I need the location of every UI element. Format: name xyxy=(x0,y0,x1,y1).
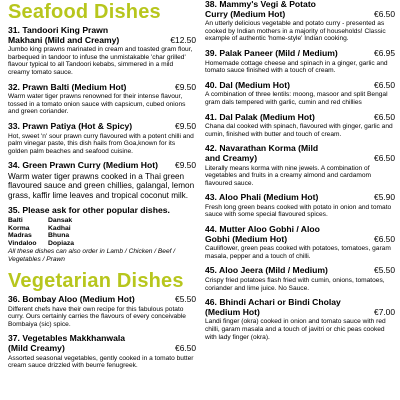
dish-price: €6.50 xyxy=(175,343,196,354)
dish-description: Chana dal cooked with spinach, flavoured with ginger, garlic and cumin, finished with butter and touch of cream. xyxy=(205,123,393,138)
dish-price: €7.00 xyxy=(374,306,395,317)
dish-description: A combination of three lentils: moong, masoor and split Bengal gram dals tempered with garlic, cumin and red chillies xyxy=(205,91,388,106)
menu-item-45 xyxy=(205,266,395,292)
dish-price: €5.50 xyxy=(175,294,196,305)
dish-style: Bhuna xyxy=(48,232,70,240)
dish-price: €5.90 xyxy=(374,192,395,203)
dish-name: 46. Bhindi Achari or Bindi Cholay (Medium Hot) xyxy=(205,297,341,317)
dish-name: 44. Mutter Aloo Gobhi / Aloo Gobhi (Medium Hot) xyxy=(205,224,320,244)
dish-style: Kadhai xyxy=(48,224,71,232)
vegetarian-section-title: Vegetarian Dishes xyxy=(8,270,184,293)
dish-price: €12.50 xyxy=(170,34,196,45)
dish-description: Warm water tiger prawns renowned for their intense flavour, tossed in a tomato onion sauce with capsicum, cubed onions and green coriander. xyxy=(8,93,186,116)
order-note: All these dishes can also order in Lamb / Chicken / Beef / Vegetables / Prawn xyxy=(8,247,176,263)
dish-name: 42. Navarathan Korma (Mild and Creamy) xyxy=(205,143,319,163)
menu-item-31 xyxy=(8,26,196,77)
menu-item-35 xyxy=(8,206,196,263)
other-dishes-list xyxy=(8,217,196,248)
dish-price: €6.50 xyxy=(374,111,395,122)
dish-description: Assorted seasonal vegetables, gently cooked in a tomato butter cream sauce drizzled with beurre fenugreek. xyxy=(8,354,194,370)
menu-item-34 xyxy=(8,161,196,200)
left-column xyxy=(8,0,196,376)
dish-price: €6.50 xyxy=(374,233,395,244)
dish-name: 39. Palak Paneer (Mild / Medium) xyxy=(205,47,338,58)
menu-item-42 xyxy=(205,144,395,187)
dish-name: 34. Green Prawn Curry (Medium Hot) xyxy=(8,160,158,171)
menu-item-40 xyxy=(205,81,395,107)
dish-name: 41. Dal Palak (Medium Hot) xyxy=(205,111,315,122)
dish-description: Crispy fried potatoes flash fried with cumin, onions, tomatoes, coriander and lime juice. No Sauce. xyxy=(205,277,385,292)
menu-item-37 xyxy=(8,334,196,369)
right-column xyxy=(205,0,395,347)
other-dishes-heading: 35. Please ask for other popular dishes. xyxy=(8,205,170,216)
dish-style: Balti xyxy=(8,216,23,224)
dish-description: Cauliflower, green peas cooked with potatoes, tomatoes, garam masala, pepper and a touch of chilli. xyxy=(205,245,391,260)
dish-description: Landi finger (okra) cooked in onion and tomato sauce with red chilli, garam masala and a touch of javitri or chic peas cooked with lady finger (okra). xyxy=(205,318,386,341)
dish-style: Madras xyxy=(8,232,32,240)
dish-description: An utterly delicious vegetable and potato curry - presented as cooked by Indian mothers in a majority of households! Classic example of authentic 'home-style' Indian cooking. xyxy=(205,20,386,43)
dish-price: €6.95 xyxy=(374,47,395,58)
dish-price: €9.50 xyxy=(175,120,196,131)
dish-description: Different chefs have their own recipe for this fabulous potato curry. Ours certainly carries the flavours of every conceivable Bombaiya (sic) spice. xyxy=(8,305,186,328)
dish-price: €9.50 xyxy=(175,81,196,92)
menu-item-43 xyxy=(205,193,395,219)
dish-style: Korma xyxy=(8,224,30,232)
dish-name: 36. Bombay Aloo (Medium Hot) xyxy=(8,294,135,305)
dish-price: €6.50 xyxy=(374,152,395,163)
dish-name: 43. Aloo Phali (Medium Hot) xyxy=(205,192,319,203)
dish-description: Warm water tiger prawns cooked in a Thai green flavoured sauce and green chillies, galangal, lemon grass, kaffir lime leaves and tropical coconut milk. xyxy=(8,171,195,200)
menu-item-33 xyxy=(8,122,196,155)
dish-name: 40. Dal (Medium Hot) xyxy=(205,79,290,90)
menu-item-41 xyxy=(205,113,395,139)
seafood-section-title: Seafood Dishes xyxy=(8,1,161,23)
dish-name: 45. Aloo Jeera (Mild / Medium) xyxy=(205,265,328,276)
dish-description: Literally means korma with nine jewels. A combination of vegetables and fruits in a creamy almond and cardamom flavoured sauce. xyxy=(205,164,372,187)
menu-item-44 xyxy=(205,225,395,260)
dish-name: 37. Vegetables Makkhanwala (Mild Creamy) xyxy=(8,333,126,354)
menu-item-32 xyxy=(8,83,196,116)
dish-name: 32. Prawn Balti (Medium Hot) xyxy=(8,81,127,92)
menu-item-38 xyxy=(205,0,395,43)
dish-price: €6.50 xyxy=(374,79,395,90)
dish-price: €9.50 xyxy=(175,160,196,171)
dish-description: Hot, sweet 'n' sour prawn curry flavoured with a potent chilli and palm vinegar paste, this dish hails from Goa,known for its golden palm beaches and seafood cuisine. xyxy=(8,132,194,155)
dish-name: 38. Mammy's Vegi & Potato Curry (Medium Hot) xyxy=(205,0,316,19)
dish-description: Fresh long green beans cooked with potato in onion and tomato sauce with some special flavoured spices. xyxy=(205,203,392,219)
dish-style: Dansak xyxy=(48,216,73,224)
dish-name: 31. Tandoori King Prawn Makhani (Mild and Creamy) xyxy=(8,25,120,45)
dish-style: Dopiaza xyxy=(48,240,75,248)
menu-item-39 xyxy=(205,49,395,75)
dish-description: Jumbo king prawns marinated in cream and toasted gram flour, barbequed in tandoor to infuse the unmistakable 'char grilled' flavour typical to all Tandoori kebabs, simmered in a mild creamy tomato sauce. xyxy=(8,46,193,76)
dish-price: €5.50 xyxy=(374,265,395,276)
dish-description: Homemade cottage cheese and spinach in a ginger, garlic and tomato sauce finished with a touch of cream. xyxy=(205,59,388,75)
dish-name: 33. Prawn Patiya (Hot & Spicy) xyxy=(8,120,133,131)
menu-item-46 xyxy=(205,298,395,341)
dish-style: Vindaloo xyxy=(8,240,37,248)
menu-item-36 xyxy=(8,295,196,328)
dish-price: €6.50 xyxy=(374,8,395,19)
